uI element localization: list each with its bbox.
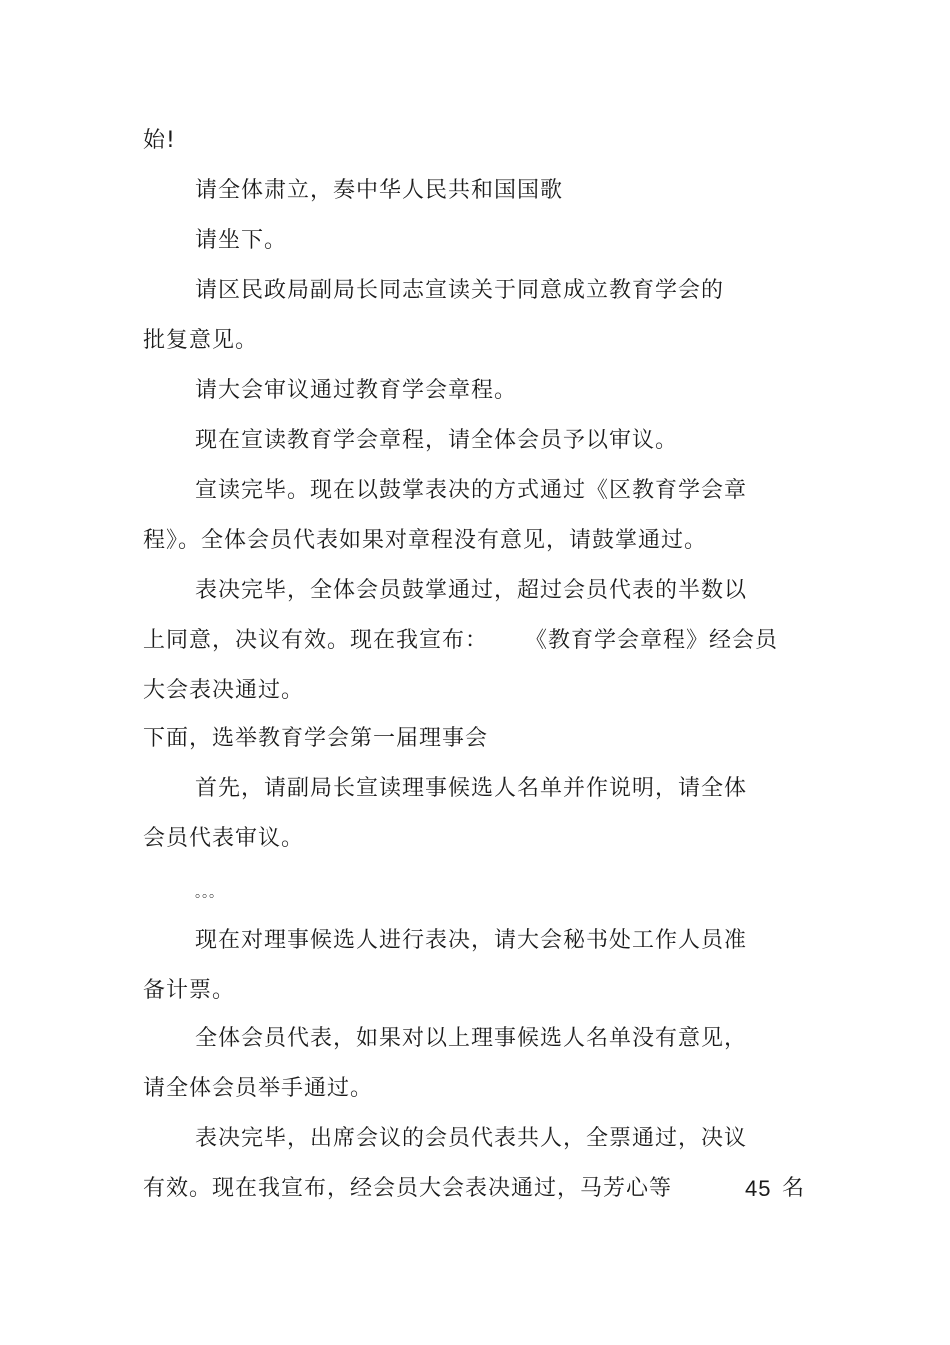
text-line: 现在对理事候选人进行表决，请大会秘书处工作人员准 xyxy=(195,928,748,953)
text-line: 《教育学会章程》经会员 xyxy=(525,628,779,653)
text-line: 始! xyxy=(143,128,176,153)
text-line: 大会表决通过。 xyxy=(143,678,305,703)
text-line: 请坐下。 xyxy=(195,228,288,253)
text-line: 备计票。 xyxy=(143,978,236,1003)
text-line: 有效。现在我宣布，经会员大会表决通过，马芳心等 xyxy=(143,1176,673,1201)
count-number: 45 xyxy=(745,1176,772,1201)
text-line: 请全体会员举手通过。 xyxy=(143,1076,374,1101)
text-line: 会员代表审议。 xyxy=(143,826,305,851)
text-line: 宣读完毕。现在以鼓掌表决的方式通过《区教育学会章 xyxy=(195,478,748,503)
text-line: 表决完毕，出席会议的会员代表共人，全票通过，决议 xyxy=(195,1126,748,1151)
text-line: 批复意见。 xyxy=(143,328,259,353)
text-line: 表决完毕，全体会员鼓掌通过，超过会员代表的半数以 xyxy=(195,578,748,603)
text-line: 请区民政局副局长同志宣读关于同意成立教育学会的 xyxy=(195,278,725,303)
text-line: 请大会审议通过教育学会章程。 xyxy=(195,378,518,403)
text-line: 下面，选举教育学会第一届理事会 xyxy=(143,726,489,751)
text-line: 名 xyxy=(782,1176,806,1201)
text-line: 首先，请副局长宣读理事候选人名单并作说明，请全体 xyxy=(195,776,748,801)
text-line: 现在宣读教育学会章程，请全体会员予以审议。 xyxy=(195,428,679,453)
text-line: 全体会员代表，如果对以上理事候选人名单没有意见， xyxy=(195,1026,748,1051)
ellipsis-line: 。。。 xyxy=(195,885,223,901)
text-line: 上同意，决议有效。现在我宣布： xyxy=(143,628,489,653)
text-line: 程》。全体会员代表如果对章程没有意见，请鼓掌通过。 xyxy=(143,528,708,553)
text-line: 请全体肃立，奏中华人民共和国国歌 xyxy=(195,178,564,203)
